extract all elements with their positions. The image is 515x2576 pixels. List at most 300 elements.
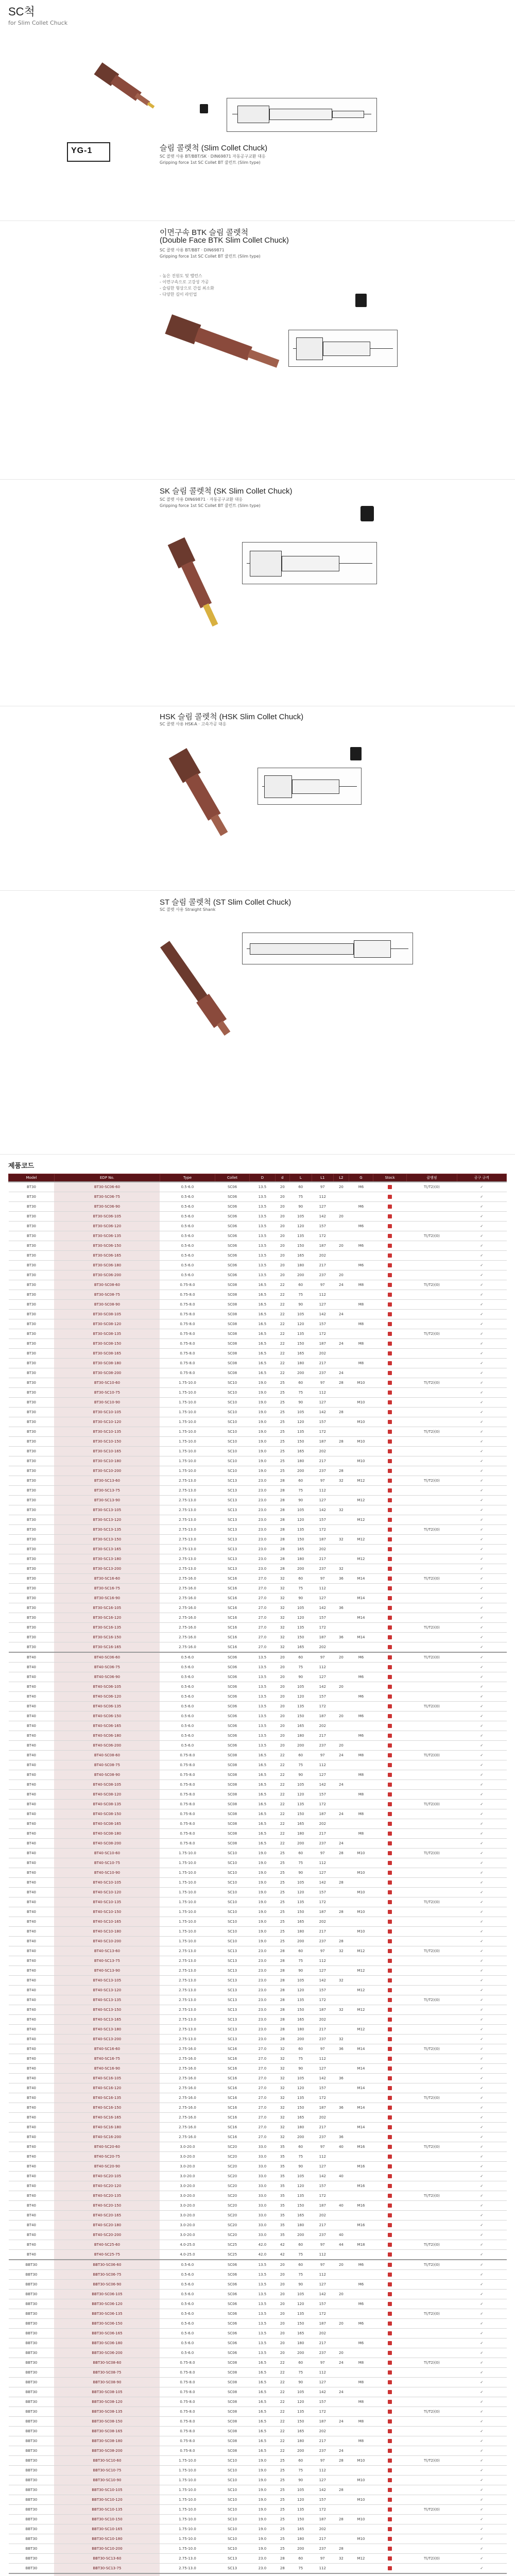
- stock-indicator-icon: [388, 1567, 392, 1571]
- stock-indicator-icon: [388, 1625, 392, 1630]
- edp-number: BBT30-SC08-90: [54, 2378, 160, 2387]
- table-cell: [373, 2250, 407, 2260]
- table-cell: [334, 1554, 349, 1564]
- table-cell: [407, 1966, 457, 1976]
- table-cell: 13.5: [250, 1231, 276, 1241]
- table-cell: SC06: [215, 2270, 250, 2280]
- table-cell: 165: [290, 1642, 312, 1653]
- check-icon: ✓: [457, 1437, 506, 1447]
- table-cell: 28: [334, 1937, 349, 1946]
- table-cell: 13.5: [250, 2260, 276, 2270]
- stock-indicator-icon: [388, 1998, 392, 2002]
- edp-number: BT40-SC08-135: [54, 1800, 160, 1809]
- stock-indicator-icon: [388, 1371, 392, 1375]
- table-cell: [407, 2564, 457, 2574]
- table-cell: [407, 2181, 457, 2191]
- stock-indicator-icon: [388, 1665, 392, 1669]
- table-row: [9, 1633, 507, 1642]
- table-cell: 2.75-13.0: [160, 1966, 215, 1976]
- check-icon: ✓: [457, 1280, 506, 1290]
- table-cell: M6: [349, 1261, 373, 1270]
- table-cell: [373, 1897, 407, 1907]
- stock-indicator-icon: [388, 2449, 392, 2453]
- table-cell: M12: [349, 1986, 373, 1995]
- stock-indicator-icon: [388, 2252, 392, 2257]
- edp-number: BBT30-SC10-60: [54, 2456, 160, 2466]
- table-cell: BT40: [9, 1995, 55, 2005]
- table-cell: BBT30: [9, 2397, 55, 2407]
- table-row: [9, 2005, 507, 2015]
- table-cell: T(/T2)(0): [407, 1652, 457, 1663]
- check-icon: ✓: [457, 1476, 506, 1486]
- table-row: [9, 2113, 507, 2123]
- edp-number: BBT30-SC10-105: [54, 2485, 160, 2495]
- table-cell: 237: [312, 2132, 334, 2142]
- table-cell: 32: [275, 1623, 289, 1633]
- table-cell: M12: [349, 2025, 373, 2035]
- table-cell: BT40: [9, 1946, 55, 1956]
- table-cell: 13.5: [250, 2348, 276, 2358]
- table-cell: 20: [275, 1222, 289, 1231]
- table-cell: BBT30: [9, 2427, 55, 2436]
- table-row: [9, 1466, 507, 1476]
- table-cell: 165: [290, 2211, 312, 2221]
- table-cell: 157: [312, 2397, 334, 2407]
- table-cell: BBT30: [9, 2280, 55, 2290]
- check-icon: ✓: [457, 2152, 506, 2162]
- edp-number: BT30-SC13-105: [54, 1505, 160, 1515]
- table-cell: 40: [334, 2142, 349, 2152]
- table-row: [9, 1417, 507, 1427]
- edp-number: BT40-SC10-90: [54, 1868, 160, 1878]
- table-cell: 16.5: [250, 1319, 276, 1329]
- stock-indicator-icon: [388, 1332, 392, 1336]
- table-cell: [373, 1986, 407, 1995]
- table-cell: BT30: [9, 1319, 55, 1329]
- table-cell: 22: [275, 1751, 289, 1760]
- table-cell: SC06: [215, 2338, 250, 2348]
- table-cell: 32: [275, 1603, 289, 1613]
- table-cell: [349, 2348, 373, 2358]
- table-cell: 60: [290, 1476, 312, 1486]
- table-cell: 60: [290, 1574, 312, 1584]
- table-cell: BT30: [9, 1476, 55, 1486]
- table-cell: [407, 2083, 457, 2093]
- table-cell: 2.75-16.0: [160, 1633, 215, 1642]
- table-cell: [407, 2113, 457, 2123]
- check-icon: ✓: [457, 1319, 506, 1329]
- table-cell: [349, 1780, 373, 1790]
- feature-item: - 다양한 길이 라인업: [160, 292, 197, 297]
- table-cell: SC06: [215, 1702, 250, 1711]
- table-cell: [334, 1349, 349, 1359]
- table-cell: T(/T2)(0): [407, 2142, 457, 2152]
- table-cell: BT40: [9, 1966, 55, 1976]
- stock-indicator-icon: [388, 1253, 392, 1258]
- table-cell: [407, 2573, 457, 2576]
- table-cell: 142: [312, 1780, 334, 1790]
- table-cell: M10: [349, 1849, 373, 1858]
- table-cell: 2.75-16.0: [160, 1594, 215, 1603]
- table-cell: 187: [312, 2319, 334, 2329]
- table-cell: 120: [290, 1790, 312, 1800]
- table-cell: 28: [275, 1476, 289, 1486]
- table-header-cell: EDP No.: [54, 1174, 160, 1182]
- table-cell: 0.5-6.0: [160, 2299, 215, 2309]
- stock-indicator-icon: [388, 1959, 392, 1963]
- table-row: [9, 2172, 507, 2181]
- table-cell: M16: [349, 2142, 373, 2152]
- check-icon: ✓: [457, 1270, 506, 1280]
- section-title: ST 슬림 콜렛척 (ST Slim Collet Chuck): [160, 898, 291, 907]
- table-cell: 22: [275, 1839, 289, 1849]
- table-cell: 13.5: [250, 1182, 276, 1192]
- table-cell: SC08: [215, 2387, 250, 2397]
- table-cell: [407, 1545, 457, 1554]
- stock-indicator-icon: [388, 2478, 392, 2482]
- table-cell: 3.0-20.0: [160, 2211, 215, 2221]
- table-cell: 2.75-16.0: [160, 1642, 215, 1653]
- table-cell: [373, 1378, 407, 1388]
- table-cell: 150: [290, 1809, 312, 1819]
- table-cell: SC20: [215, 2201, 250, 2211]
- check-icon: ✓: [457, 1613, 506, 1623]
- stock-indicator-icon: [388, 1978, 392, 1982]
- tool-render-image: [77, 41, 165, 129]
- table-cell: [334, 1447, 349, 1456]
- table-cell: M16: [349, 2221, 373, 2230]
- table-cell: SC10: [215, 1427, 250, 1437]
- table-cell: 60: [290, 2554, 312, 2564]
- table-cell: 187: [312, 1535, 334, 1545]
- table-cell: 1.75-10.0: [160, 1868, 215, 1878]
- table-cell: [349, 2368, 373, 2378]
- table-cell: [373, 1427, 407, 1437]
- check-icon: ✓: [457, 1398, 506, 1408]
- edp-number: BT40-SC08-60: [54, 1751, 160, 1760]
- table-cell: 0.75-8.0: [160, 1839, 215, 1849]
- table-row: [9, 1731, 507, 1741]
- table-cell: [407, 1241, 457, 1251]
- stock-indicator-icon: [388, 1293, 392, 1297]
- table-cell: [334, 1702, 349, 1711]
- table-cell: 105: [290, 1603, 312, 1613]
- table-cell: [407, 1505, 457, 1515]
- stock-indicator-icon: [388, 1547, 392, 1551]
- table-cell: 27.0: [250, 2123, 276, 2132]
- table-cell: 0.5-6.0: [160, 2290, 215, 2299]
- table-row: [9, 1192, 507, 1202]
- table-cell: [373, 2005, 407, 2015]
- table-cell: 3.0-20.0: [160, 2201, 215, 2211]
- table-cell: 2.75-16.0: [160, 1623, 215, 1633]
- stock-indicator-icon: [388, 2273, 392, 2277]
- table-row: [9, 2044, 507, 2054]
- table-row: [9, 1270, 507, 1280]
- table-row: [9, 2368, 507, 2378]
- table-cell: M10: [349, 1888, 373, 1897]
- table-cell: M10: [349, 2495, 373, 2505]
- table-cell: [334, 1300, 349, 1310]
- table-cell: 105: [290, 1780, 312, 1790]
- table-cell: 150: [290, 2319, 312, 2329]
- table-cell: BBT30: [9, 2436, 55, 2446]
- table-cell: 25: [275, 1858, 289, 1868]
- table-cell: 187: [312, 2201, 334, 2211]
- table-cell: 127: [312, 1770, 334, 1780]
- edp-number: BBT30-SC10-150: [54, 2515, 160, 2524]
- table-cell: BT30: [9, 1437, 55, 1447]
- table-cell: SC20: [215, 2172, 250, 2181]
- table-cell: [373, 2427, 407, 2436]
- table-cell: 1.75-10.0: [160, 1858, 215, 1868]
- stock-indicator-icon: [388, 1498, 392, 1502]
- table-cell: [349, 1388, 373, 1398]
- table-cell: [334, 1790, 349, 1800]
- table-cell: 28: [275, 1956, 289, 1966]
- check-icon: ✓: [457, 1290, 506, 1300]
- table-cell: BT40: [9, 2201, 55, 2211]
- table-cell: [373, 2152, 407, 2162]
- table-cell: [349, 2054, 373, 2064]
- table-cell: 2.75-13.0: [160, 2015, 215, 2025]
- table-cell: [407, 1584, 457, 1594]
- stock-indicator-icon: [388, 2008, 392, 2012]
- schematic-drawing: [288, 330, 398, 367]
- table-cell: 60: [290, 1652, 312, 1663]
- table-cell: 120: [290, 2299, 312, 2309]
- table-cell: BT30: [9, 1212, 55, 1222]
- table-cell: 90: [290, 2280, 312, 2290]
- table-header-cell: D: [250, 1174, 276, 1182]
- table-cell: 13.5: [250, 1192, 276, 1202]
- edp-number: BT40-SC08-180: [54, 1829, 160, 1839]
- table-cell: 25: [275, 2544, 289, 2554]
- table-cell: [373, 2221, 407, 2230]
- table-cell: 2.75-13.0: [160, 1486, 215, 1496]
- table-row: [9, 2035, 507, 2044]
- table-cell: [334, 1359, 349, 1368]
- table-cell: 32: [275, 2054, 289, 2064]
- table-cell: M10: [349, 1456, 373, 1466]
- table-cell: 180: [290, 2221, 312, 2230]
- stock-indicator-icon: [388, 2027, 392, 2031]
- table-cell: T(/T2)(0): [407, 2044, 457, 2054]
- table-row: [9, 2573, 507, 2576]
- table-cell: 0.75-8.0: [160, 1790, 215, 1800]
- table-cell: [334, 2427, 349, 2436]
- check-icon: ✓: [457, 2005, 506, 2015]
- table-cell: 22: [275, 1339, 289, 1349]
- table-cell: 19.0: [250, 2456, 276, 2466]
- table-cell: 135: [290, 1329, 312, 1339]
- table-cell: 97: [312, 2260, 334, 2270]
- table-cell: 20: [334, 1652, 349, 1663]
- table-cell: 157: [312, 1692, 334, 1702]
- edp-number: BT40-SC10-135: [54, 1897, 160, 1907]
- table-cell: 112: [312, 2054, 334, 2064]
- table-cell: 112: [312, 1760, 334, 1770]
- table-cell: 16.5: [250, 2387, 276, 2397]
- table-row: [9, 2446, 507, 2456]
- table-cell: M8: [349, 1359, 373, 1368]
- stock-indicator-icon: [388, 1302, 392, 1307]
- table-cell: M8: [349, 2378, 373, 2387]
- table-cell: [373, 1780, 407, 1790]
- table-cell: SC13: [215, 2554, 250, 2564]
- table-cell: [373, 1800, 407, 1809]
- stock-indicator-icon: [388, 2018, 392, 2022]
- table-cell: 13.5: [250, 1202, 276, 1212]
- table-cell: 33.0: [250, 2201, 276, 2211]
- table-cell: [407, 1261, 457, 1270]
- table-cell: 36: [334, 2103, 349, 2113]
- stock-indicator-icon: [388, 2537, 392, 2541]
- table-cell: 120: [290, 1888, 312, 1897]
- brand-logo: YG-1: [67, 142, 110, 162]
- table-cell: 60: [290, 1182, 312, 1192]
- table-cell: 157: [312, 1222, 334, 1231]
- table-cell: 97: [312, 1476, 334, 1486]
- table-cell: 187: [312, 1809, 334, 1819]
- table-cell: [373, 1760, 407, 1770]
- table-cell: [349, 1721, 373, 1731]
- table-row: [9, 2524, 507, 2534]
- table-cell: SC20: [215, 2230, 250, 2240]
- edp-number: BT40-SC16-200: [54, 2132, 160, 2142]
- table-cell: 60: [290, 2142, 312, 2152]
- table-cell: BBT30: [9, 2466, 55, 2476]
- table-cell: SC13: [215, 1564, 250, 1574]
- table-cell: 75: [290, 1192, 312, 1202]
- check-icon: ✓: [457, 1623, 506, 1633]
- table-cell: 25: [275, 1398, 289, 1408]
- table-cell: 28: [275, 1976, 289, 1986]
- table-cell: BBT30: [9, 2495, 55, 2505]
- edp-number: BT40-SC20-75: [54, 2152, 160, 2162]
- table-cell: [407, 1603, 457, 1613]
- edp-number: BT30-SC16-90: [54, 1594, 160, 1603]
- table-cell: 237: [312, 1741, 334, 1751]
- edp-number: BT30-SC10-120: [54, 1417, 160, 1427]
- table-cell: [334, 1800, 349, 1809]
- table-row: [9, 2132, 507, 2142]
- table-cell: 19.0: [250, 1437, 276, 1447]
- table-cell: BT40: [9, 2103, 55, 2113]
- table-cell: SC10: [215, 1456, 250, 1466]
- table-cell: SC06: [215, 1711, 250, 1721]
- table-header-cell: 공구 규격: [457, 1174, 506, 1182]
- table-cell: 90: [290, 2162, 312, 2172]
- table-cell: 60: [290, 1849, 312, 1858]
- table-cell: [407, 1310, 457, 1319]
- table-cell: 22: [275, 1319, 289, 1329]
- table-cell: [373, 2230, 407, 2240]
- edp-number: BBT30-SC08-75: [54, 2368, 160, 2378]
- table-cell: 172: [312, 1623, 334, 1633]
- table-cell: 237: [312, 1466, 334, 1476]
- table-cell: BBT30: [9, 2378, 55, 2387]
- table-cell: [407, 1466, 457, 1476]
- stock-indicator-icon: [388, 1479, 392, 1483]
- table-cell: 2.75-16.0: [160, 2054, 215, 2064]
- table-cell: BT40: [9, 2250, 55, 2260]
- table-cell: 32: [275, 2123, 289, 2132]
- table-cell: 19.0: [250, 1868, 276, 1878]
- table-row: [9, 1642, 507, 1653]
- table-cell: BT40: [9, 1652, 55, 1663]
- table-cell: SC13: [215, 2025, 250, 2035]
- edp-number: BT30-SC08-120: [54, 1319, 160, 1329]
- check-icon: ✓: [457, 1427, 506, 1437]
- table-row: [9, 1888, 507, 1897]
- table-cell: 112: [312, 2250, 334, 2260]
- table-cell: [407, 1202, 457, 1212]
- table-cell: [407, 1212, 457, 1222]
- table-cell: SC20: [215, 2191, 250, 2201]
- table-row: [9, 2554, 507, 2564]
- table-cell: 22: [275, 1349, 289, 1359]
- tool-render-image: [149, 732, 252, 855]
- table-row: [9, 1829, 507, 1839]
- table-cell: BT40: [9, 1839, 55, 1849]
- table-row: [9, 2378, 507, 2387]
- table-cell: 3.0-20.0: [160, 2162, 215, 2172]
- table-cell: 42: [275, 2240, 289, 2250]
- table-cell: 28: [334, 1878, 349, 1888]
- stock-indicator-icon: [388, 2439, 392, 2443]
- table-cell: 22: [275, 1359, 289, 1368]
- table-cell: [349, 1741, 373, 1751]
- table-cell: SC06: [215, 1652, 250, 1663]
- table-cell: SC16: [215, 2113, 250, 2123]
- table-cell: T(/T2)(0): [407, 1182, 457, 1192]
- table-cell: [349, 1231, 373, 1241]
- table-cell: 2.75-16.0: [160, 1613, 215, 1623]
- table-cell: SC13: [215, 1505, 250, 1515]
- table-cell: SC13: [215, 1956, 250, 1966]
- table-cell: 157: [312, 1986, 334, 1995]
- table-cell: [349, 1212, 373, 1222]
- table-cell: [373, 1741, 407, 1751]
- edp-number: BBT30-SC06-200: [54, 2348, 160, 2358]
- table-row: [9, 1702, 507, 1711]
- table-cell: M10: [349, 1927, 373, 1937]
- table-row: [9, 1741, 507, 1751]
- edp-number: BT40-SC10-180: [54, 1927, 160, 1937]
- table-row: [9, 1231, 507, 1241]
- table-row: [9, 1261, 507, 1270]
- table-cell: 2.75-13.0: [160, 1995, 215, 2005]
- stock-indicator-icon: [388, 1459, 392, 1463]
- edp-number: BT30-SC06-105: [54, 1212, 160, 1222]
- table-cell: [334, 1192, 349, 1202]
- table-cell: M6: [349, 1241, 373, 1251]
- table-cell: 20: [275, 2280, 289, 2290]
- table-cell: 60: [290, 1378, 312, 1388]
- table-cell: 187: [312, 2417, 334, 2427]
- table-cell: 90: [290, 1672, 312, 1682]
- table-cell: [407, 2319, 457, 2329]
- stock-indicator-icon: [388, 1185, 392, 1189]
- table-cell: [250, 2573, 276, 2576]
- stock-indicator-icon: [388, 2429, 392, 2433]
- edp-number: BBT30-SC10-180: [54, 2534, 160, 2544]
- edp-number: BT40-SC25-75: [54, 2250, 160, 2260]
- table-cell: SC20: [215, 2162, 250, 2172]
- table-cell: [407, 1839, 457, 1849]
- table-row: [9, 1937, 507, 1946]
